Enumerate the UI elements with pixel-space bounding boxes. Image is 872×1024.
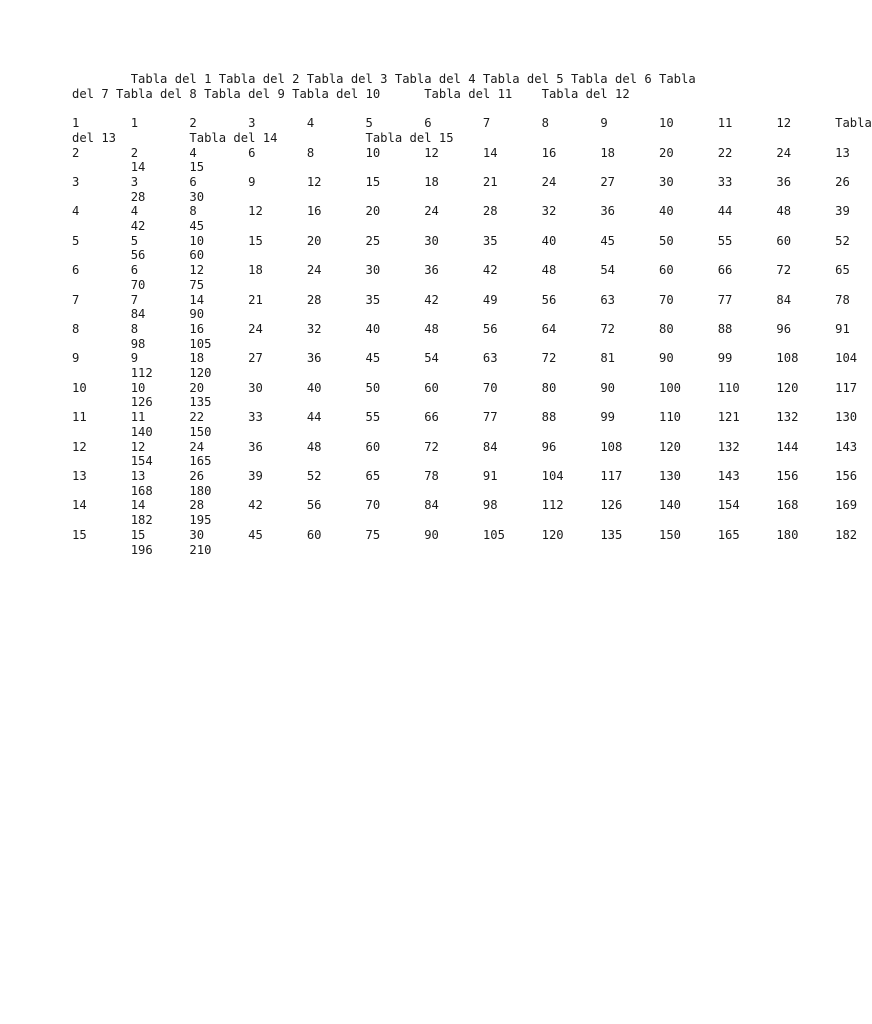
table-row-11: 11 11 22 33 44 55 66 77 88 99 110 121 132 130 <box>72 410 858 425</box>
table-row-9-wrap: 112 120 <box>72 366 212 381</box>
table-row-11-wrap: 140 150 <box>72 424 212 439</box>
table-row-8-wrap: 98 105 <box>72 336 212 351</box>
header-line-1: Tabla del 1 Tabla del 2 Tabla del 3 Tabla del 4 Tabla del 5 Tabla del 6 Tabla <box>72 72 696 86</box>
table-row-6-wrap: 70 75 <box>72 277 205 292</box>
table-row-5-wrap: 56 60 <box>72 248 205 263</box>
table-row-10-wrap: 126 135 <box>72 395 212 410</box>
table-row-10: 10 10 20 30 40 50 60 70 80 90 100 110 120 117 <box>72 380 858 395</box>
table-row-1-wrap: del 13 Tabla del 14 Tabla del 15 <box>72 130 454 145</box>
table-row-15: 15 15 30 45 60 75 90 105 120 135 150 165 180 182 <box>72 527 858 542</box>
table-row-9: 9 9 18 27 36 45 54 63 72 81 90 99 108 104 <box>72 351 858 366</box>
table-row-8: 8 8 16 24 32 40 48 56 64 72 80 88 96 91 <box>72 321 850 336</box>
table-row-5: 5 5 10 15 20 25 30 35 40 45 50 55 60 52 <box>72 233 850 248</box>
table-row-7: 7 7 14 21 28 35 42 49 56 63 70 77 84 78 <box>72 292 850 307</box>
table-row-7-wrap: 84 90 <box>72 307 205 322</box>
table-row-15-wrap: 196 210 <box>72 542 212 557</box>
table-row-13: 13 13 26 39 52 65 78 91 104 117 130 143 156 156 <box>72 468 858 483</box>
header-line-2: del 7 Tabla del 8 Tabla del 9 Tabla del 10 Tabla del 11 Tabla del 12 <box>72 86 630 101</box>
table-row-14-wrap: 182 195 <box>72 513 212 528</box>
table-row-3: 3 3 6 9 12 15 18 21 24 27 30 33 36 26 <box>72 174 850 189</box>
multiplication-tables-text <box>72 72 872 557</box>
table-row-12: 12 12 24 36 48 60 72 84 96 108 120 132 144 143 <box>72 439 858 454</box>
table-row-14: 14 14 28 42 56 70 84 98 112 126 140 154 168 169 <box>72 498 858 513</box>
table-row-2: 2 2 4 6 8 10 12 14 16 18 20 22 24 13 <box>72 145 850 160</box>
table-row-3-wrap: 28 30 <box>72 189 205 204</box>
table-row-1: 1 1 2 3 4 5 6 7 8 9 10 11 12 Tabla <box>72 116 872 131</box>
table-row-6: 6 6 12 18 24 30 36 42 48 54 60 66 72 65 <box>72 263 850 278</box>
table-row-13-wrap: 168 180 <box>72 483 212 498</box>
table-row-4-wrap: 42 45 <box>72 219 205 234</box>
table-row-2-wrap: 14 15 <box>72 160 205 175</box>
table-row-12-wrap: 154 165 <box>72 454 212 469</box>
table-row-4: 4 4 8 12 16 20 24 28 32 36 40 44 48 39 <box>72 204 850 219</box>
